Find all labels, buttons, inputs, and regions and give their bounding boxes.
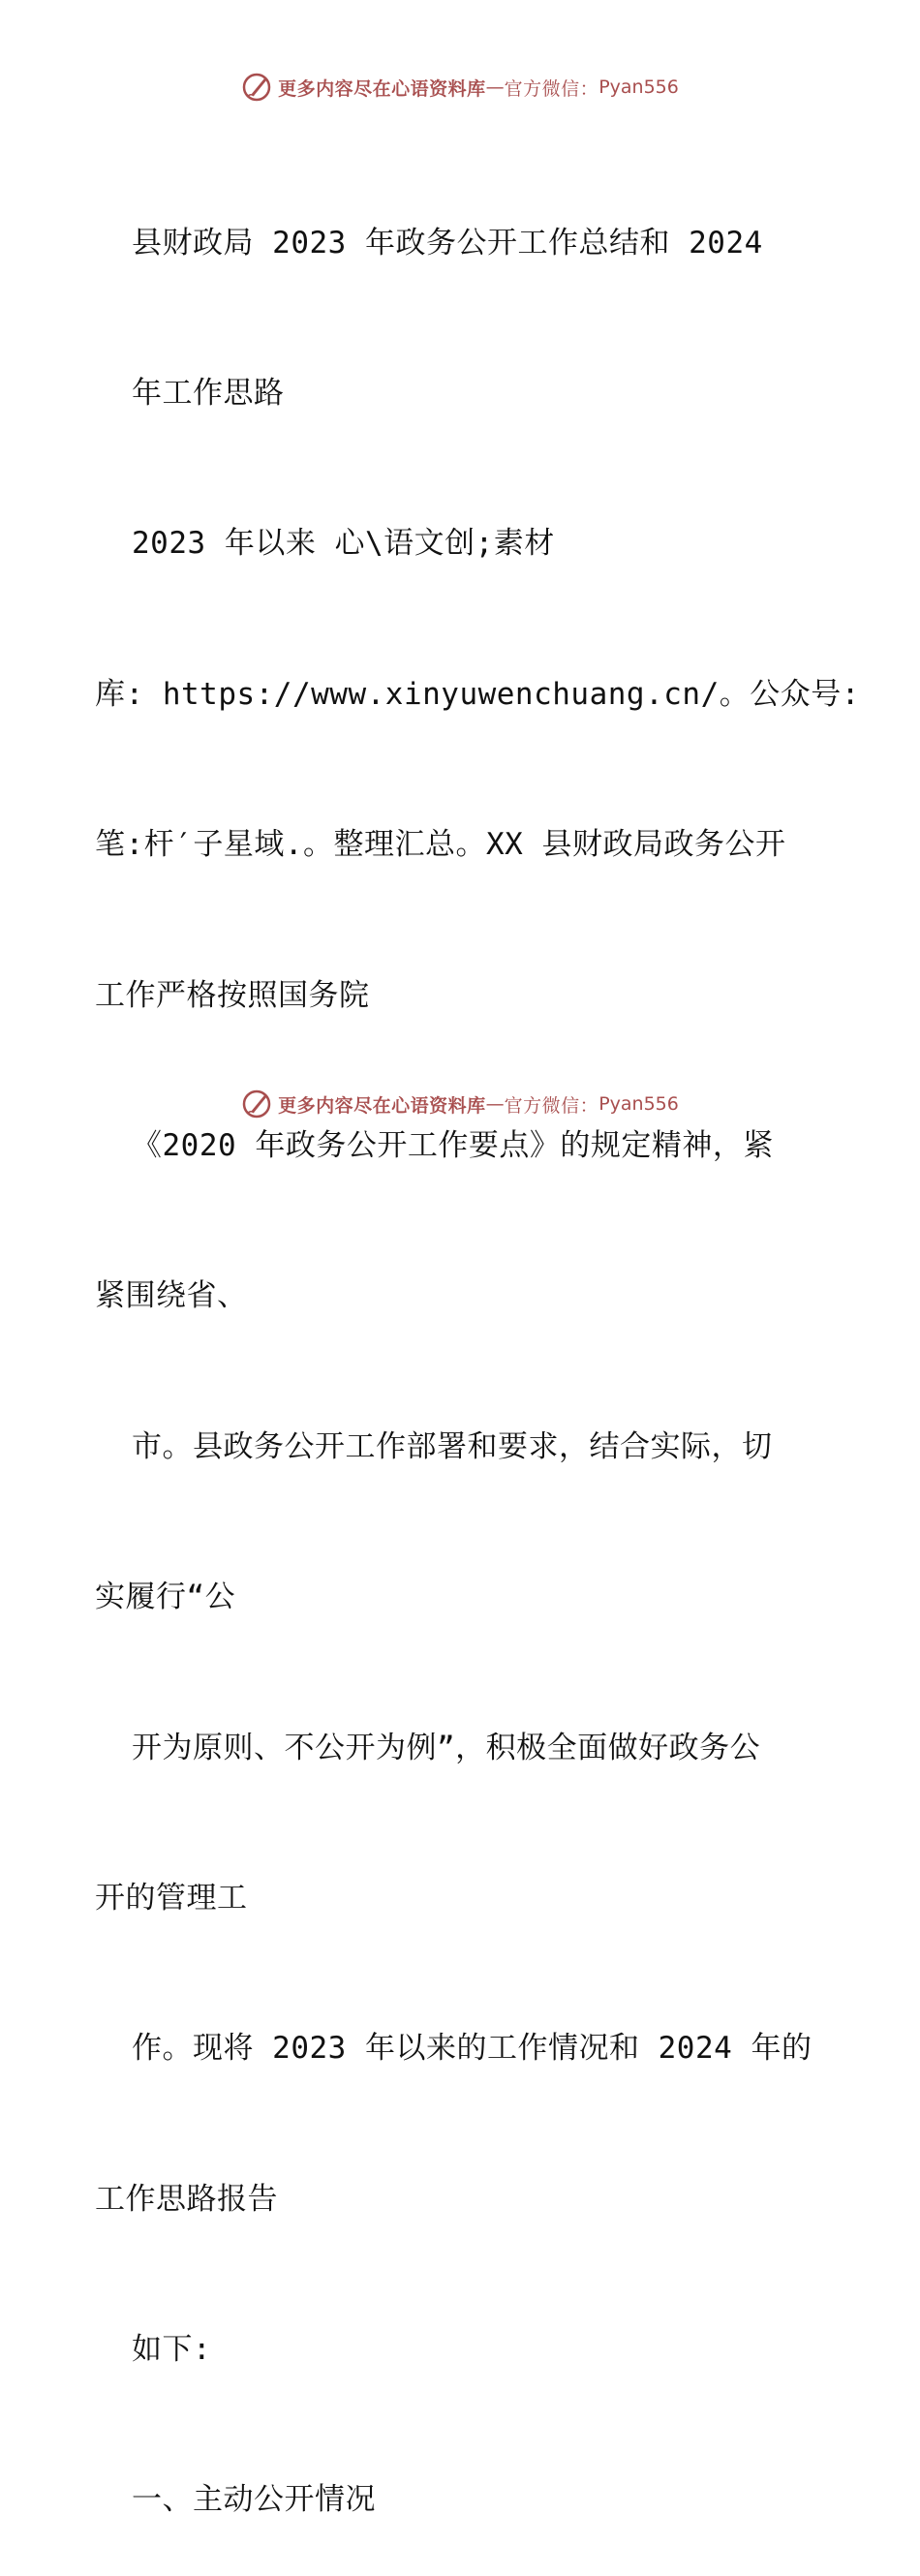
- doc-paragraph-line: 2023 年以来 心\语文创;素材: [132, 526, 555, 562]
- quill-logo-icon: [241, 72, 272, 103]
- doc-paragraph-line: 《2020 年政务公开工作要点》的规定精神，紧: [132, 1127, 774, 1163]
- doc-paragraph-line: 开为原则、不公开为例”，积极全面做好政务公: [132, 1730, 761, 1765]
- doc-paragraph-line: 作。现将 2023 年以来的工作情况和 2024 年的: [132, 2031, 813, 2067]
- banner-dash: —: [485, 77, 505, 98]
- doc-paragraph-line: 开的管理工: [95, 1880, 248, 1916]
- banner-wechat-label: 官方微信：: [504, 1094, 599, 1117]
- doc-title-line-1: 县财政局 2023 年政务公开工作总结和 2024: [132, 225, 763, 261]
- quill-logo-icon: [241, 1089, 272, 1119]
- banner-brand-text: 更多内容尽在心语资料库: [278, 1094, 486, 1117]
- doc-paragraph-line: 库: https://www.xinyuwenchuang.cn/。公众号:: [95, 676, 860, 712]
- banner-wechat-id: Pyan556: [598, 77, 679, 98]
- doc-paragraph-line: 紧围绕省、: [95, 1278, 248, 1314]
- section-heading: 一、主动公开情况: [132, 2482, 376, 2518]
- doc-paragraph-line: 工作思路报告: [95, 2181, 278, 2217]
- banner-brand-text: 更多内容尽在心语资料库: [278, 77, 486, 100]
- doc-paragraph-line: 市。县政务公开工作部署和要求，结合实际，切: [132, 1428, 773, 1464]
- banner-wechat-id: Pyan556: [598, 1093, 679, 1115]
- doc-paragraph-line: 笔:杆′子星域.。整理汇总。XX 县财政局政务公开: [95, 827, 786, 863]
- banner-dash: —: [485, 1093, 505, 1115]
- doc-paragraph-line: 实履行“公: [95, 1579, 236, 1615]
- header-watermark-banner: [0, 68, 920, 107]
- doc-paragraph-line: 如下:: [132, 2332, 212, 2368]
- document-body: [95, 118, 860, 2576]
- doc-paragraph-line: 工作严格按照国务院: [95, 977, 370, 1013]
- banner-wechat-label: 官方微信：: [504, 77, 599, 100]
- doc-title-line-2: 年工作思路: [132, 375, 285, 411]
- footer-watermark-banner: [0, 1085, 920, 1123]
